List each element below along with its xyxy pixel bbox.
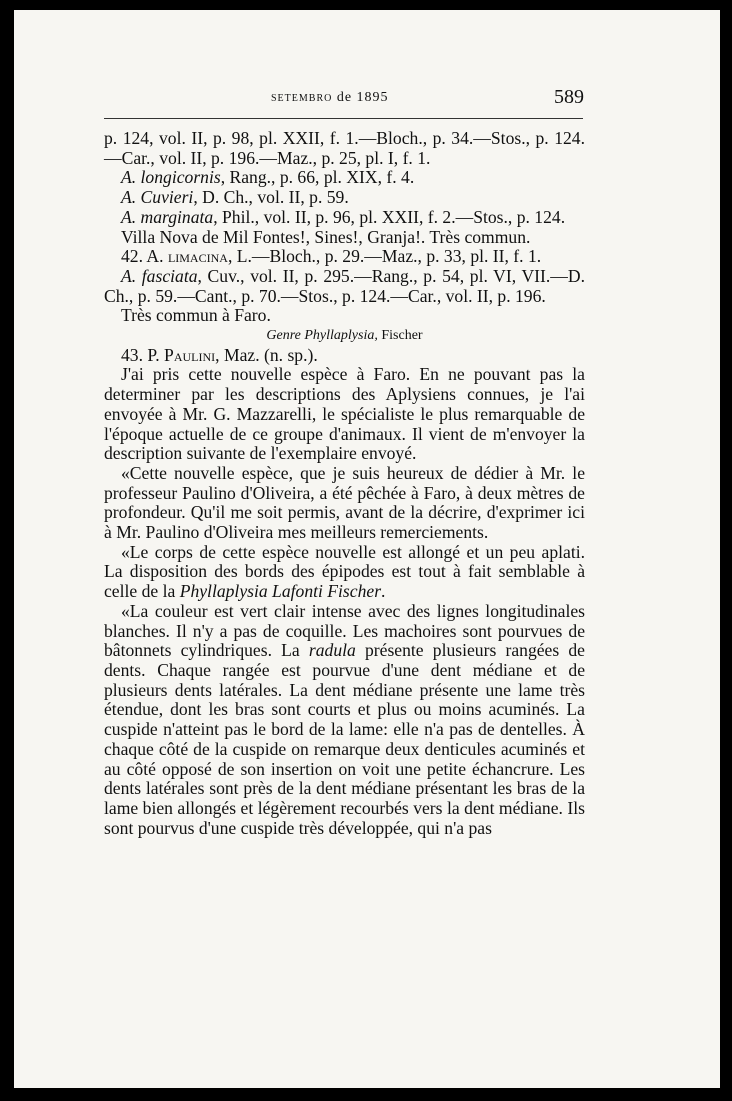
species-name: Paulini	[164, 344, 216, 365]
synonym-longicornis	[104, 168, 585, 188]
synonym-ref: , Rang., p. 66, pl. XIX, f. 4.	[220, 167, 415, 188]
species-43-entry	[104, 346, 585, 366]
synonym-ref: , Phil., vol. II, p. 96, pl. XXII, f. 2.—Stos., p. 124.	[213, 206, 566, 227]
synonym-marginata	[104, 208, 585, 228]
species-name: limacina	[167, 246, 228, 267]
genre-heading	[104, 326, 585, 346]
paragraph	[104, 543, 585, 602]
species-number: 43. P.	[121, 344, 165, 365]
genre-label: Genre Phyllaplysia,	[266, 328, 378, 344]
paragraph: «Cette nouvelle espèce, que je suis heureux de dédier à Mr. le professeur Paulino d'Oliveira, a été pêchée à Faro, à deux mètres de profondeur. Qu'il me soit permis, avant de la décrire, d'exprimer ici à Mr. Paulino d'Oliveira mes meilleurs remerciements.	[104, 462, 585, 543]
paragraph-text: «La couleur est vert clair intense avec des lignes longitudinales blanches. Il n'y a pas de coquille. Les machoires sont pourvues de bâtonnets cylindriques. La	[104, 600, 585, 661]
species-ref: , Maz. (n. sp.).	[215, 344, 318, 365]
synonym-name: A. fasciata	[121, 265, 198, 286]
page-number: 589	[554, 86, 584, 108]
paragraph-text: présente plusieurs rangées de dents. Chaque rangée est pourvue d'une dent médiane et de plusieurs dents latérales. La dent médiane présente une lame très étendue, dont les bras sont courts et plus ou moins acuminés. La cuspide n'atteint pas le bord de la lame: elle n'a pas de dentelles. À chaque côté de la cuspide on remarque deux denticules acuminés et au côté opposé de son insertion on voit une petite échancrure. Les dents latérales sont près de la dent médiane présentant les bras de la lame bien allongés et légèrement recourbés vers la dent médiane. Ils sont pourvus d'une cuspide très développée, qui n'a pas	[104, 640, 585, 838]
header-rule	[104, 118, 583, 119]
paragraph	[104, 602, 585, 838]
running-head-year: de 1895	[332, 90, 389, 105]
page-header	[14, 86, 720, 120]
running-head-month: setembro	[271, 90, 333, 105]
paragraph-text: «Le corps de cette espèce nouvelle est allongé et un peu aplati. La disposition des bords des épipodes est tout à fait semblable à celle de la	[104, 541, 585, 602]
synonym-name: A. marginata	[121, 206, 214, 227]
synonym-name: A. Cuvieri	[121, 187, 194, 208]
paragraph-text: .	[381, 581, 386, 602]
species-number: 42. A.	[121, 246, 168, 267]
term-italic: radula	[308, 640, 356, 661]
genre-author: Fischer	[377, 328, 423, 344]
species-italic: Phyllaplysia Lafonti Fischer	[179, 581, 382, 602]
page-body	[104, 129, 585, 838]
locality-line: Villa Nova de Mil Fontes!, Sines!, Granja!. Très commun.	[121, 226, 531, 247]
synonym-ref: , D. Ch., vol. II, p. 59.	[193, 187, 349, 208]
synonym-fasciata	[104, 267, 585, 306]
page	[14, 10, 720, 1088]
reference-line: p. 124, vol. II, p. 98, pl. XXII, f. 1.—Bloch., p. 34.—Stos., p. 124.—Car., vol. II, p. 196.—Maz., p. 25, pl. I, f. 1.	[104, 128, 585, 168]
running-head	[271, 90, 389, 106]
species-ref: , L.—Bloch., p. 29.—Maz., p. 33, pl. II, f. 1.	[227, 246, 542, 267]
locality-line: Très commun à Faro.	[121, 305, 271, 326]
synonym-name: A. longicornis	[121, 167, 221, 188]
synonym-ref: , Cuv., vol. II, p. 295.—Rang., p. 54, pl. VI, VII.—D. Ch., p. 59.—Cant., p. 70.—Stos., p. 124.—Car., vol. II, p. 196.	[104, 265, 585, 306]
species-42-entry	[104, 247, 585, 267]
synonym-cuvieri	[104, 188, 585, 208]
paragraph: J'ai pris cette nouvelle espèce à Faro. En ne pouvant pas la determiner par les descriptions des Aplysiens connues, je l'ai envoyée à Mr. G. Mazzarelli, le spécialiste le plus remarquable de l'époque actuelle de ce groupe d'animaux. Il vient de m'envoyer la description suivante de l'exemplaire envoyé.	[104, 364, 585, 464]
